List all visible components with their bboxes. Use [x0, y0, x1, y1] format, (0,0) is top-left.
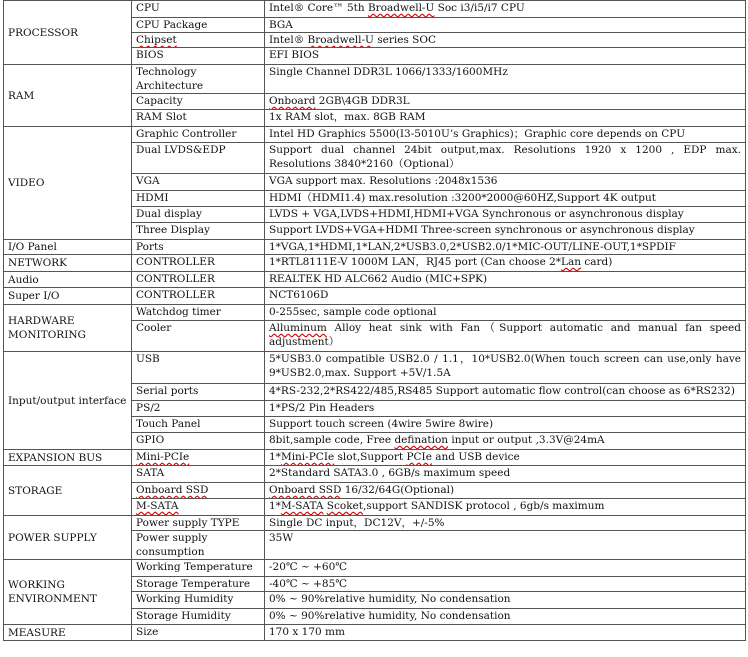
feature-label: Storage Humidity [132, 609, 265, 625]
spec-row [4, 65, 746, 94]
spec-row [4, 352, 746, 384]
feature-value: -40℃ ~ +85℃ [265, 577, 746, 592]
category-cell: MEASURE [4, 625, 132, 641]
feature-value: HDMI（HDMI1.4) max.resolution :3200*2000@60HZ,Support 4K output [265, 191, 746, 207]
feature-value: BGA [265, 18, 746, 33]
feature-value: Support dual channel 24bit output,max. Resolutions 1920 x 1200 , EDP max. Resolutions 3840*2160（Optional） [265, 143, 746, 174]
spec-row [4, 450, 746, 466]
feature-value: 1*M-SATA Scoket,support SANDISK protocol , 6gb/s maximum [265, 499, 746, 516]
feature-label: CONTROLLER [132, 255, 265, 272]
feature-label: GPIO [132, 433, 265, 450]
spec-row [4, 1, 746, 18]
spec-row [4, 305, 746, 321]
feature-value: LVDS + VGA,LVDS+HDMI,HDMI+VGA Synchronous or asynchronous display [265, 207, 746, 223]
feature-value: NCT6106D [265, 288, 746, 305]
spec-row [4, 127, 746, 143]
feature-label: Power supply TYPE [132, 516, 265, 531]
category-cell: WORKING ENVIRONMENT [4, 560, 132, 625]
feature-value: 1*Mini-PCIe slot,Support PCIe and USB device [265, 450, 746, 466]
feature-value: EFI BIOS [265, 48, 746, 65]
feature-label: Size [132, 625, 265, 641]
feature-label: VGA [132, 174, 265, 191]
spec-row [4, 625, 746, 641]
feature-label: Onboard SSD [132, 483, 265, 499]
feature-value: Onboard 2GB\4GB DDR3L [265, 94, 746, 110]
feature-value: 1*PS/2 Pin Headers [265, 401, 746, 417]
feature-label: CPU Package [132, 18, 265, 33]
feature-value: Single Channel DDR3L 1066/1333/1600MHz [265, 65, 746, 94]
category-cell: POWER SUPPLY [4, 516, 132, 560]
feature-label: HDMI [132, 191, 265, 207]
feature-label: CPU [132, 1, 265, 18]
feature-label: CONTROLLER [132, 272, 265, 288]
spec-row [4, 288, 746, 305]
feature-label: PS/2 [132, 401, 265, 417]
feature-value: 1*RTL8111E-V 1000M LAN，RJ45 port (Can choose 2*Lan card) [265, 255, 746, 272]
feature-label: BIOS [132, 48, 265, 65]
feature-label: Graphic Controller [132, 127, 265, 143]
category-cell: NETWORK [4, 255, 132, 272]
feature-value: Support touch screen (4wire 5wire 8wire) [265, 417, 746, 433]
feature-label: Storage Temperature [132, 577, 265, 592]
feature-value: 0% ~ 90%relative humidity, No condensation [265, 609, 746, 625]
category-cell: VIDEO [4, 127, 132, 240]
feature-label: SATA [132, 466, 265, 483]
feature-value: 170 x 170 mm [265, 625, 746, 641]
feature-label: Working Temperature [132, 560, 265, 577]
feature-label: M-SATA [132, 499, 265, 516]
feature-value: Intel® Core™ 5th Broadwell-U Soc i3/i5/i7 CPU [265, 1, 746, 18]
feature-label: Working Humidity [132, 592, 265, 609]
feature-value: 2*Standard SATA3.0 , 6GB/s maximum speed [265, 466, 746, 483]
spec-row [4, 240, 746, 255]
feature-label: Technology Architecture [132, 65, 265, 94]
feature-label: Power supply consumption [132, 531, 265, 560]
feature-label: Watchdog timer [132, 305, 265, 321]
feature-label: Serial ports [132, 384, 265, 401]
category-cell: RAM [4, 65, 132, 127]
feature-label: Capacity [132, 94, 265, 110]
spec-row [4, 560, 746, 577]
feature-value: -20℃ ~ +60℃ [265, 560, 746, 577]
spec-row [4, 516, 746, 531]
feature-value: REALTEK HD ALC662 Audio (MIC+SPK) [265, 272, 746, 288]
feature-value: 0% ~ 90%relative humidity, No condensation [265, 592, 746, 609]
spec-table [3, 0, 746, 641]
feature-value: Single DC input，DC12V，+/-5% [265, 516, 746, 531]
feature-value: 5*USB3.0 compatible USB2.0 / 1.1，10*USB2.0(When touch screen can use,only have 9*USB2.0,max. Support +5V/1.5A [265, 352, 746, 384]
category-cell: Super I/O [4, 288, 132, 305]
feature-value: Onboard SSD 16/32/64G(Optional) [265, 483, 746, 499]
feature-label: Ports [132, 240, 265, 255]
feature-value: 0-255sec, sample code optional [265, 305, 746, 321]
feature-value: 1x RAM slot，max. 8GB RAM [265, 110, 746, 127]
feature-value: 8bit,sample code, Free defination input or output ,3.3V@24mA [265, 433, 746, 450]
spec-row [4, 255, 746, 272]
feature-value: Intel HD Graphics 5500(I3-5010U’s Graphics)；Graphic core depends on CPU [265, 127, 746, 143]
category-cell: HARDWARE MONITORING [4, 305, 132, 352]
category-cell: Audio [4, 272, 132, 288]
category-cell: EXPANSION BUS [4, 450, 132, 466]
feature-value: 4*RS-232,2*RS422/485,RS485 Support automatic flow control(can choose as 6*RS232) [265, 384, 746, 401]
category-cell: I/O Panel [4, 240, 132, 255]
feature-label: Touch Panel [132, 417, 265, 433]
category-cell: PROCESSOR [4, 1, 132, 65]
spec-row [4, 466, 746, 483]
category-cell: Input/output interface [4, 352, 132, 450]
feature-value: Alluminum Alloy heat sink with Fan（Support automatic and manual fan speed adjustment） [265, 321, 746, 352]
feature-label: Three Display [132, 223, 265, 240]
feature-label: CONTROLLER [132, 288, 265, 305]
spec-table-body [4, 1, 746, 641]
spec-row [4, 272, 746, 288]
feature-label: Dual display [132, 207, 265, 223]
feature-label: Chipset [132, 33, 265, 48]
feature-value: Support LVDS+VGA+HDMI Three-screen synchronous or asynchronous display [265, 223, 746, 240]
feature-label: USB [132, 352, 265, 384]
feature-label: Mini-PCIe [132, 450, 265, 466]
feature-value: Intel® Broadwell-U series SOC [265, 33, 746, 48]
feature-label: Dual LVDS&EDP [132, 143, 265, 174]
feature-label: RAM Slot [132, 110, 265, 127]
feature-value: VGA support max. Resolutions :2048x1536 [265, 174, 746, 191]
feature-label: Cooler [132, 321, 265, 352]
feature-value: 1*VGA,1*HDMI,1*LAN,2*USB3.0,2*USB2.0/1*MIC-OUT/LINE-OUT,1*SPDIF [265, 240, 746, 255]
feature-value: 35W [265, 531, 746, 560]
category-cell: STORAGE [4, 466, 132, 516]
